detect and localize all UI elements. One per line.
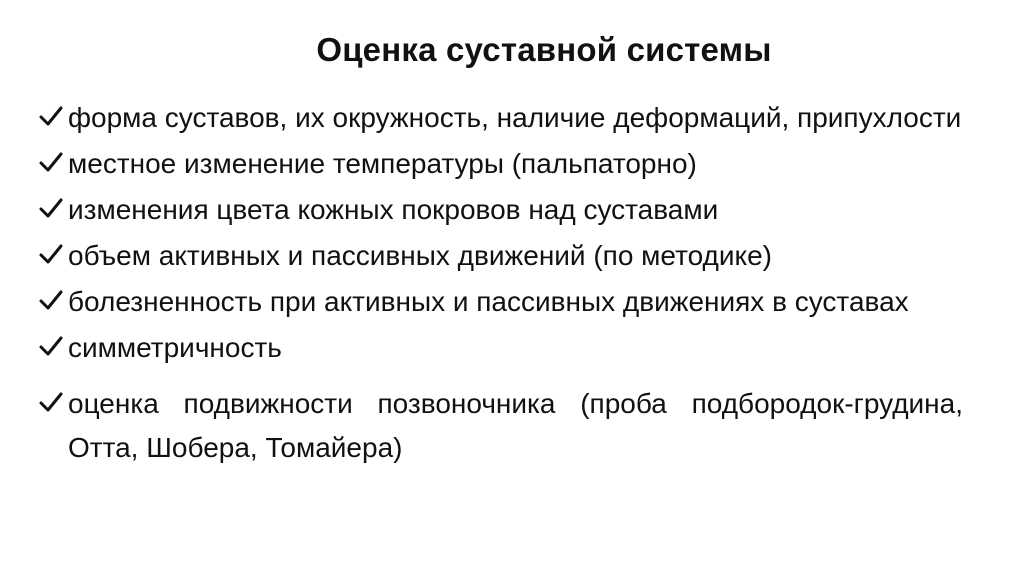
checkmark-icon (38, 382, 66, 426)
list-item-text: оценка подвижности позвоночника (проба подбородок-грудина, Отта, Шобера, Томайера) (68, 388, 963, 463)
list-item-text: объем активных и пассивных движений (по методике) (68, 240, 772, 271)
slide-title: Оценка суставной системы (316, 31, 772, 68)
checkmark-icon (38, 142, 66, 186)
list-item-text: изменения цвета кожных покровов над суставами (68, 194, 719, 225)
list-item-text: болезненность при активных и пассивных движениях в суставах (68, 286, 909, 317)
checkmark-icon (38, 326, 66, 370)
checkmark-icon (38, 96, 66, 140)
list-item (38, 280, 963, 324)
list-item-text: местное изменение температуры (пальпаторно) (68, 148, 697, 179)
list-item (38, 142, 963, 186)
checkmark-icon (38, 188, 66, 232)
list-item (38, 326, 963, 370)
list-item (38, 382, 963, 470)
checkmark-icon (38, 234, 66, 278)
list-item (38, 96, 963, 140)
checkmark-icon (38, 280, 66, 324)
list-item-text: форма суставов, их окружность, наличие деформаций, припухлости (68, 102, 962, 133)
list-item (38, 188, 963, 232)
list-item (38, 234, 963, 278)
bullet-list (38, 96, 963, 472)
list-item-text: симметричность (68, 332, 282, 363)
